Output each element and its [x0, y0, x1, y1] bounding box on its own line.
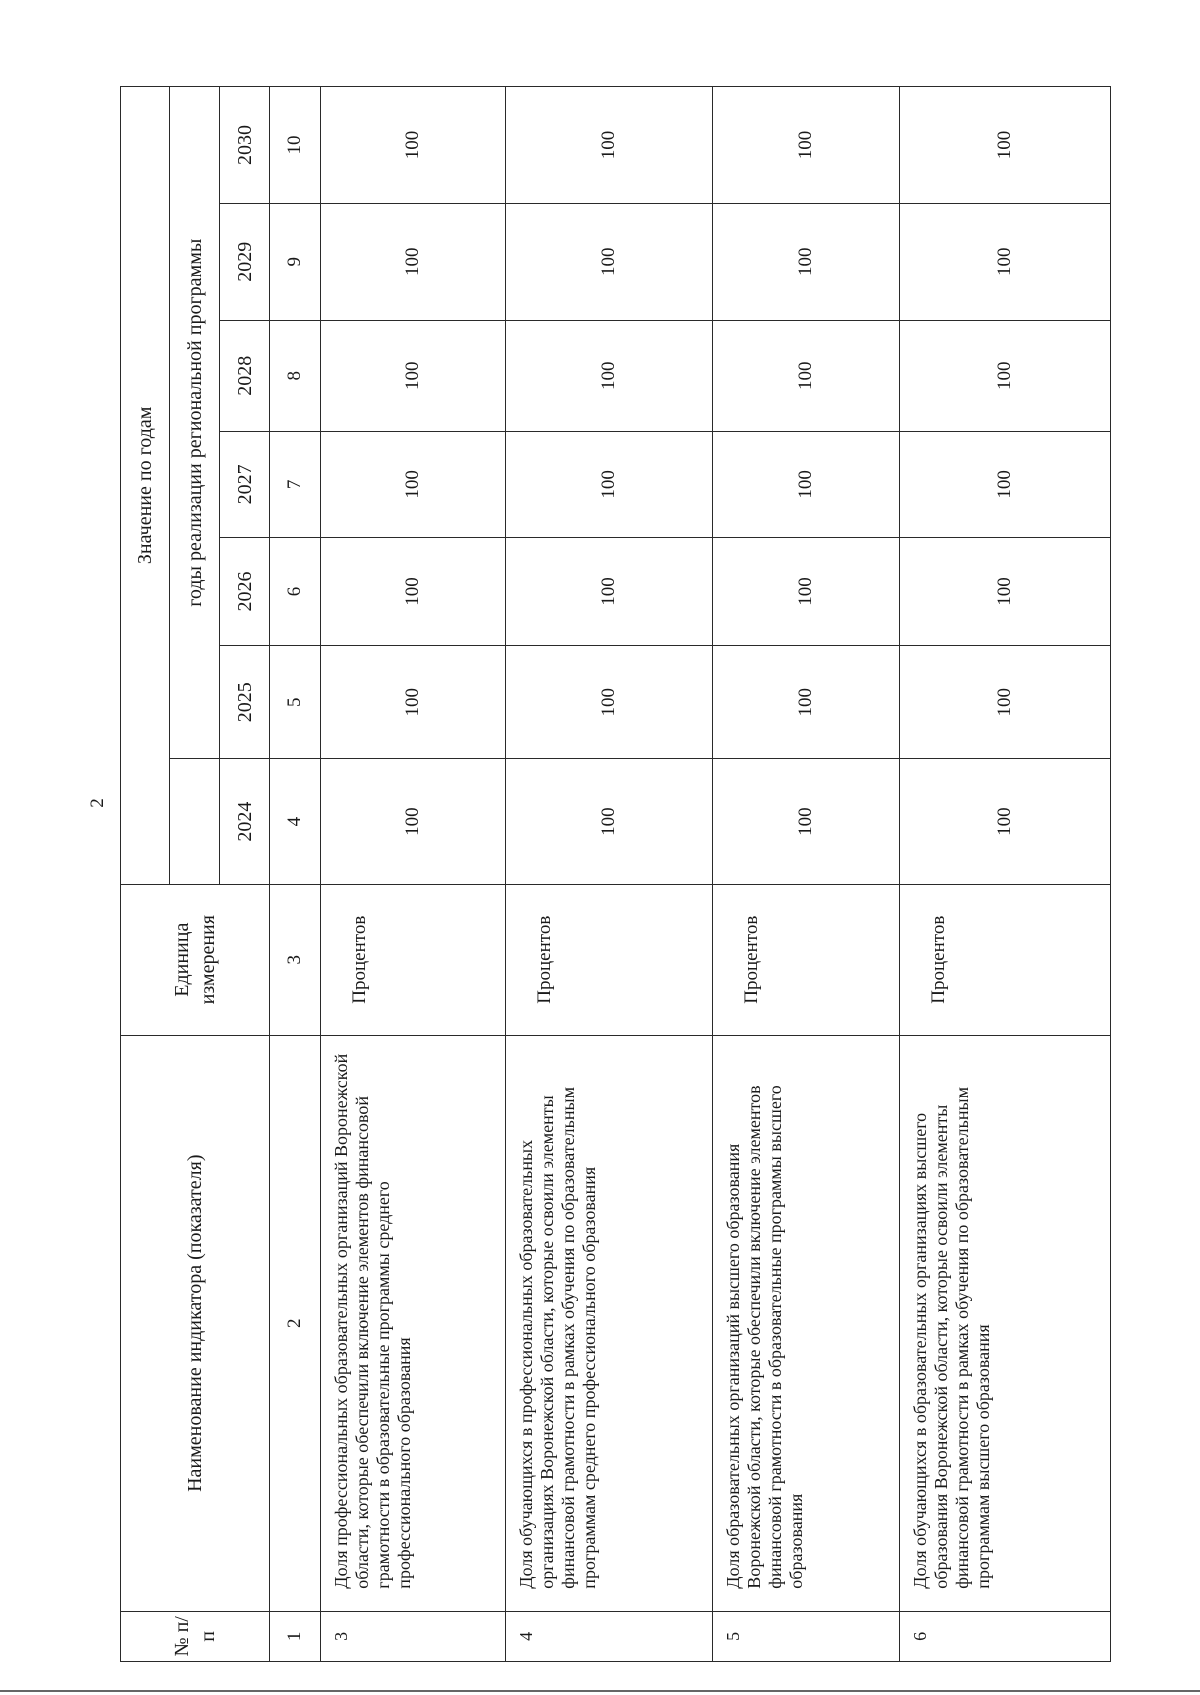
value-cell: 100 — [321, 87, 506, 204]
value-cell: 100 — [506, 320, 713, 431]
value-cell: 100 — [900, 203, 1111, 320]
header-indicator-name: Наименование индикатора (показателя) — [121, 1035, 270, 1611]
value-cell: 100 — [713, 320, 900, 431]
column-number: 10 — [270, 87, 321, 204]
value-cell: 100 — [506, 537, 713, 645]
unit-cell: Процентов — [713, 884, 900, 1035]
header-year: 2028 — [220, 320, 270, 431]
column-number: 4 — [270, 759, 321, 884]
column-number: 5 — [270, 646, 321, 759]
value-cell: 100 — [900, 320, 1111, 431]
unit-cell: Процентов — [506, 884, 713, 1035]
column-number: 9 — [270, 203, 321, 320]
table-row — [506, 87, 713, 1662]
table-row — [321, 87, 506, 1662]
value-cell: 100 — [713, 759, 900, 884]
indicator-name: Доля обучающихся в профессиональных образовательных организациях Воронежской области, которые освоили элементы финансовой грамотности в рамках обучения по образовательным программам среднего профессионального образования — [506, 1035, 713, 1611]
indicator-name: Доля профессиональных образовательных организаций Воронежской области, которые обеспечили включение элементов финансовой грамотности в образовательные программы среднего профессионального образования — [321, 1035, 506, 1611]
value-cell: 100 — [900, 87, 1111, 204]
column-number: 3 — [270, 884, 321, 1035]
header-num: № п/п — [121, 1611, 270, 1661]
indicator-name: Доля обучающихся в образовательных организациях высшего образования Воронежской области, которые освоили элементы финансовой грамотности в рамках обучения по образовательным программам высшего образования — [900, 1035, 1111, 1611]
value-cell: 100 — [506, 646, 713, 759]
value-cell: 100 — [900, 759, 1111, 884]
header-year: 2027 — [220, 431, 270, 537]
page-number: 2 — [87, 798, 108, 808]
header-values-by-year: Значение по годам — [121, 87, 170, 885]
column-number: 2 — [270, 1035, 321, 1611]
value-cell: 100 — [321, 203, 506, 320]
column-number: 6 — [270, 537, 321, 645]
value-cell: 100 — [900, 431, 1111, 537]
header-year: 2029 — [220, 203, 270, 320]
row-number: 6 — [900, 1611, 1111, 1661]
value-cell: 100 — [321, 431, 506, 537]
header-year: 2030 — [220, 87, 270, 204]
value-cell: 100 — [506, 759, 713, 884]
indicator-table-rotated — [120, 86, 1130, 1662]
value-cell: 100 — [900, 537, 1111, 645]
header-year: 2025 — [220, 646, 270, 759]
page-bottom-divider — [0, 1690, 1200, 1692]
header-year: 2024 — [220, 759, 270, 884]
value-cell: 100 — [713, 537, 900, 645]
column-number: 7 — [270, 431, 321, 537]
indicator-table — [120, 86, 1111, 1662]
value-cell: 100 — [713, 203, 900, 320]
table-row — [900, 87, 1111, 1662]
column-number: 1 — [270, 1611, 321, 1661]
value-cell: 100 — [506, 431, 713, 537]
value-cell: 100 — [713, 87, 900, 204]
table-row — [713, 87, 900, 1662]
unit-cell: Процентов — [900, 884, 1111, 1035]
header-year: 2026 — [220, 537, 270, 645]
value-cell: 100 — [321, 320, 506, 431]
column-numbers-row — [270, 87, 321, 1662]
row-number: 3 — [321, 1611, 506, 1661]
header-blank-cell — [170, 759, 220, 884]
header-program-years: годы реализации региональной программы — [170, 87, 220, 759]
column-number: 8 — [270, 320, 321, 431]
value-cell: 100 — [713, 431, 900, 537]
unit-cell: Процентов — [321, 884, 506, 1035]
value-cell: 100 — [900, 646, 1111, 759]
row-number: 4 — [506, 1611, 713, 1661]
value-cell: 100 — [506, 87, 713, 204]
value-cell: 100 — [321, 537, 506, 645]
value-cell: 100 — [321, 646, 506, 759]
row-number: 5 — [713, 1611, 900, 1661]
indicator-name: Доля образовательных организаций высшего образования Воронежской области, которые обеспечили включение элементов финансовой грамотности в образовательные программы высшего образования — [713, 1035, 900, 1611]
value-cell: 100 — [506, 203, 713, 320]
value-cell: 100 — [321, 759, 506, 884]
header-unit: Единица измерения — [121, 884, 270, 1035]
value-cell: 100 — [713, 646, 900, 759]
